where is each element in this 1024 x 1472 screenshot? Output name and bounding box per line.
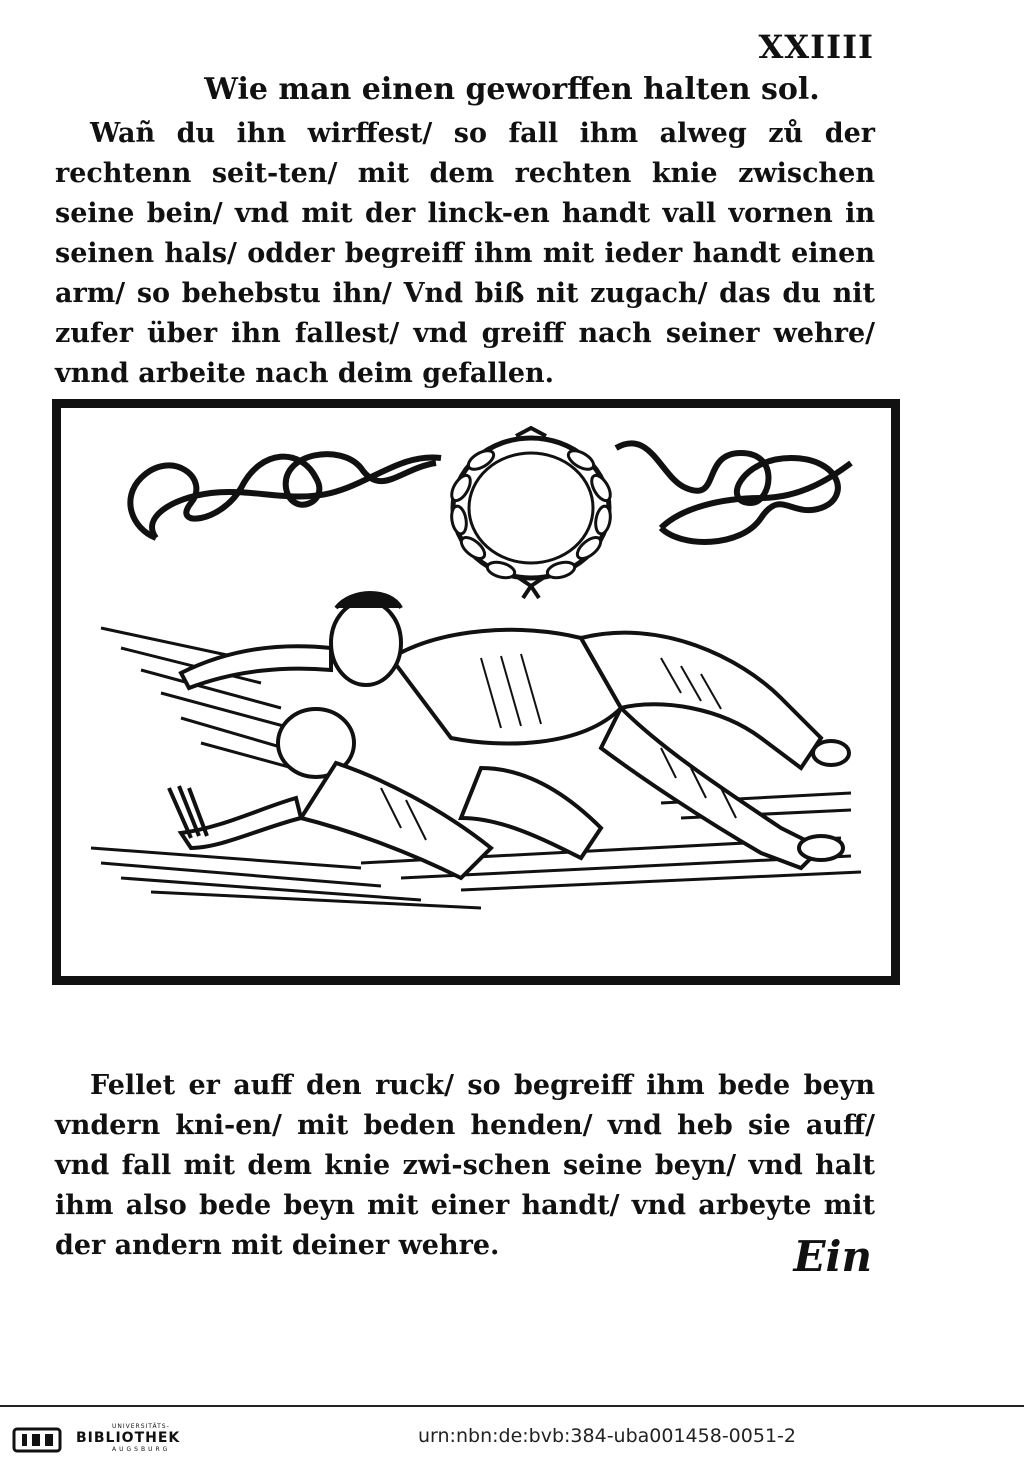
ribbon-right <box>616 443 851 542</box>
library-logo-text <box>76 1423 186 1453</box>
logo-main-text: BIBLIOTHEK <box>76 1430 181 1446</box>
footer-bar <box>0 1405 1024 1472</box>
logo-bottom-text: AUGSBURG <box>112 1446 171 1453</box>
library-logo-icon <box>12 1425 62 1455</box>
woodcut-illustration <box>52 399 900 985</box>
chapter-heading: Wie man einen geworffen halten sol. <box>204 72 820 107</box>
paragraph-2: Fellet er auff den ruck/ so begreiff ihm bede beyn vndern kni-en/ mit beden henden/ vnd heb sie auff/ vnd fall mit dem knie zwi-schen seine beyn/ vnd halt ihm also bede beyn mit einer handt/ vnd arbeyte mit der andern mit deiner wehre. <box>55 1070 875 1261</box>
logo-top-text: UNIVERSITÄTS- <box>112 1423 170 1430</box>
laurel-wreath <box>448 428 614 598</box>
wrestling-scene-image <box>61 408 891 976</box>
ribbon-left <box>130 454 441 538</box>
paragraph-1: Wañ du ihn wirffest/ so fall ihm alweg zů der rechtenn seit-ten/ mit dem rechten knie zwischen seine bein/ vnd mit der linck-en handt vall vornen in seinen hals/ odder begreiff ihm mit ieder handt einen arm/ so behebstu ihn/ Vnd biß nit zugach/ das du nit zufer über ihn fallest/ vnd greiff nach seiner wehre/ vnnd arbeite nach deim gefallen. <box>55 118 875 389</box>
wrestling-figures <box>169 593 849 878</box>
urn-identifier[interactable]: urn:nbn:de:bvb:384-uba001458-0051-2 <box>418 1425 796 1447</box>
catchword: Ein <box>793 1232 872 1281</box>
page-folio-number: XXIIII <box>758 28 874 66</box>
